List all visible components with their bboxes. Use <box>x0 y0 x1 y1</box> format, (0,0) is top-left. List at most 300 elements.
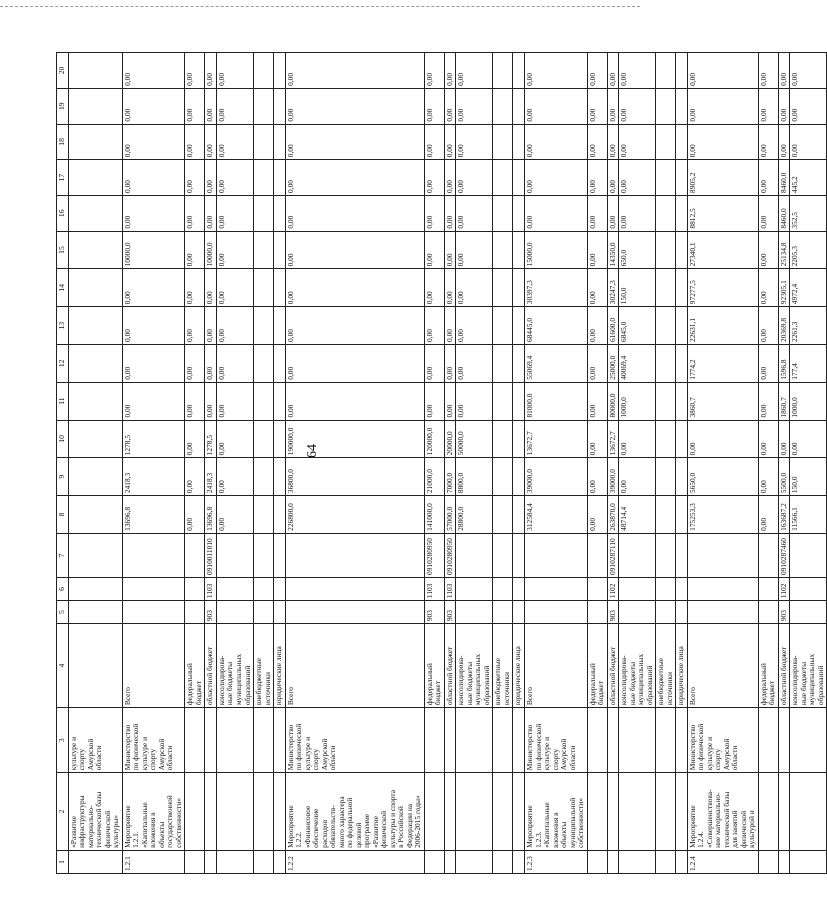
table-cell: 30247,3 <box>607 269 619 307</box>
table-cell <box>524 601 587 624</box>
table-cell: 57000,0 <box>444 496 456 534</box>
table-cell <box>254 458 274 496</box>
table-cell: 0,00 <box>424 124 444 160</box>
table-cell: 0,00 <box>444 382 456 420</box>
table-cell <box>676 307 688 345</box>
table-cell: 0,00 <box>587 496 607 534</box>
table-row <box>687 53 758 874</box>
table-cell <box>122 601 185 624</box>
table-cell: 0,00 <box>205 88 217 124</box>
table-cell <box>676 850 688 873</box>
table-cell <box>619 708 656 773</box>
table-cell: 0,00 <box>424 88 444 124</box>
table-cell: Министерство по физической культуре и спорту Амурской области <box>524 708 587 773</box>
table-cell: 0,00 <box>216 160 253 196</box>
table-cell: 352,5 <box>790 195 827 231</box>
table-cell <box>758 601 778 624</box>
table-cell: 21000,0 <box>424 458 444 496</box>
table-cell: 312584,4 <box>524 496 587 534</box>
table-cell: 0,00 <box>619 420 656 458</box>
table-cell: 1103 <box>424 577 444 600</box>
table-cell: 0,00 <box>444 307 456 345</box>
table-cell <box>676 88 688 124</box>
header-cell: 12 <box>57 344 69 382</box>
header-cell: 11 <box>57 382 69 420</box>
table-cell: 0,00 <box>687 420 758 458</box>
table-cell <box>758 533 778 577</box>
table-cell <box>274 344 286 382</box>
table-row <box>587 53 607 874</box>
table-cell <box>790 850 827 873</box>
table-cell <box>493 231 513 269</box>
table-cell <box>274 53 286 89</box>
table-cell: федеральный бюджет <box>185 624 205 708</box>
table-cell: 0,00 <box>285 53 424 89</box>
table-cell: Всего <box>524 624 587 708</box>
table-cell <box>68 53 122 89</box>
table-cell <box>493 195 513 231</box>
table-cell: 0,00 <box>524 53 587 89</box>
table-cell: 27340,1 <box>687 231 758 269</box>
table-cell <box>656 88 676 124</box>
table-cell <box>285 533 424 577</box>
table-cell: 0,00 <box>122 124 185 160</box>
table-cell <box>68 496 122 534</box>
table-row <box>424 53 444 874</box>
table-cell <box>687 533 758 577</box>
table-cell <box>656 601 676 624</box>
table-cell: 0,00 <box>619 160 656 196</box>
table-cell <box>68 420 122 458</box>
table-cell: 0,00 <box>687 88 758 124</box>
header-cell: 8 <box>57 496 69 534</box>
table-cell <box>285 601 424 624</box>
table-cell: 0,00 <box>607 88 619 124</box>
table-cell <box>456 533 493 577</box>
header-cell: 13 <box>57 307 69 345</box>
table-cell: 1102 <box>778 577 790 600</box>
table-cell: 0,00 <box>216 382 253 420</box>
table-cell: 15000,0 <box>524 231 587 269</box>
table-cell: 0,00 <box>205 382 217 420</box>
table-cell: 0,00 <box>285 382 424 420</box>
table-cell <box>254 231 274 269</box>
table-cell <box>68 269 122 307</box>
table-cell: 0,00 <box>607 195 619 231</box>
table-row <box>758 53 778 874</box>
table-cell <box>216 850 253 873</box>
table-cell: 0,00 <box>524 160 587 196</box>
table-cell: 5650,0 <box>687 458 758 496</box>
table-cell <box>274 195 286 231</box>
table-cell <box>676 195 688 231</box>
table-cell <box>424 773 444 851</box>
table-cell: 0,00 <box>587 88 607 124</box>
table-cell <box>254 124 274 160</box>
table-cell <box>676 496 688 534</box>
table-cell <box>656 344 676 382</box>
table-cell <box>254 773 274 851</box>
table-cell: 0,00 <box>424 231 444 269</box>
table-cell: 0,00 <box>185 458 205 496</box>
table-row <box>122 53 185 874</box>
table-cell: 8800,0 <box>456 458 493 496</box>
table-cell: Мероприятие 1.2.2. «Финансовое обеспечение расходов обязательств- много характера по федеральной целевой программе «Развитие физической культуры и спорта в Российской Федерации на 2006-2015 годы» <box>285 773 424 851</box>
table-cell <box>68 88 122 124</box>
table-cell <box>493 307 513 345</box>
table-cell <box>790 577 827 600</box>
table-cell: консолидирова- ные бюджеты муниципальных образований <box>619 624 656 708</box>
table-cell: 0,00 <box>524 88 587 124</box>
table-cell <box>68 231 122 269</box>
table-cell <box>68 850 122 873</box>
table-cell: 0910287460 <box>778 533 790 577</box>
table-cell: 0,00 <box>185 496 205 534</box>
table-row <box>619 53 656 874</box>
table-cell: 0910011010 <box>205 533 217 577</box>
table-cell: 0,00 <box>285 195 424 231</box>
table-cell: 0,00 <box>790 420 827 458</box>
table-cell <box>676 577 688 600</box>
table-row <box>656 53 676 874</box>
table-cell: 8460,0 <box>778 160 790 196</box>
table-cell: 0,00 <box>790 124 827 160</box>
table-cell: 0,00 <box>607 160 619 196</box>
table-cell <box>68 601 122 624</box>
table-cell: 0,00 <box>424 195 444 231</box>
table-cell: 0,00 <box>619 88 656 124</box>
rotated-table-area <box>56 52 825 874</box>
table-cell <box>656 307 676 345</box>
table-cell <box>513 88 525 124</box>
table-cell <box>216 601 253 624</box>
table-cell: 0,00 <box>185 88 205 124</box>
table-cell <box>607 708 619 773</box>
table-cell <box>513 160 525 196</box>
table-cell: 14350,0 <box>607 231 619 269</box>
table-cell <box>254 382 274 420</box>
table-cell: внебюджетные источники <box>656 624 676 708</box>
table-cell: 81000,0 <box>524 382 587 420</box>
header-cell: 16 <box>57 195 69 231</box>
table-cell <box>587 601 607 624</box>
table-cell <box>274 231 286 269</box>
table-cell <box>205 773 217 851</box>
table-cell: 0,00 <box>758 231 778 269</box>
table-cell: 2205,3 <box>790 231 827 269</box>
table-cell <box>758 850 778 873</box>
table-cell: Мероприятие 1.2.4. «Совершенствова- ние материально- технической базы для занятий физической культурой и <box>687 773 758 851</box>
table-cell: «Развитие инфраструктуры материально- технической базы физической культуры» <box>68 773 122 851</box>
table-row <box>285 53 424 874</box>
table-cell: 120000,0 <box>424 420 444 458</box>
table-cell: 0,00 <box>216 307 253 345</box>
table-cell: 0,00 <box>216 344 253 382</box>
table-cell <box>254 160 274 196</box>
table-cell: 903 <box>424 601 444 624</box>
table-cell: 0,00 <box>216 496 253 534</box>
table-cell: 903 <box>205 601 217 624</box>
table-cell <box>274 420 286 458</box>
header-cell: 18 <box>57 124 69 160</box>
table-cell <box>619 533 656 577</box>
table-cell <box>493 496 513 534</box>
table-cell: 0,00 <box>424 53 444 89</box>
table-cell <box>493 160 513 196</box>
table-cell <box>254 307 274 345</box>
table-cell: 0,00 <box>205 344 217 382</box>
table-cell <box>778 850 790 873</box>
table-cell <box>216 577 253 600</box>
table-row <box>607 53 619 874</box>
table-cell: 0,00 <box>216 53 253 89</box>
table-cell: 0,00 <box>122 269 185 307</box>
table-cell <box>656 533 676 577</box>
table-cell: 0,00 <box>216 195 253 231</box>
table-cell <box>656 708 676 773</box>
table-cell: 1596,8 <box>778 344 790 382</box>
table-cell: 20369,8 <box>778 307 790 345</box>
table-cell: 55069,4 <box>524 344 587 382</box>
table-cell <box>493 458 513 496</box>
header-cell: 7 <box>57 533 69 577</box>
table-cell <box>676 420 688 458</box>
table-cell <box>656 458 676 496</box>
table-cell: 97277,5 <box>687 269 758 307</box>
table-row <box>68 53 122 874</box>
table-cell: 0,00 <box>216 420 253 458</box>
table-cell: 0,00 <box>122 195 185 231</box>
header-cell: 2 <box>57 773 69 851</box>
table-cell <box>205 850 217 873</box>
table-cell: 0,00 <box>587 382 607 420</box>
table-cell <box>656 420 676 458</box>
table-cell <box>185 577 205 600</box>
table-cell <box>758 773 778 851</box>
table-cell <box>758 577 778 600</box>
table-cell: 0,00 <box>758 160 778 196</box>
table-cell: 0,00 <box>424 269 444 307</box>
table-cell <box>493 577 513 600</box>
header-cell: 15 <box>57 231 69 269</box>
table-cell <box>274 458 286 496</box>
header-row <box>57 53 69 874</box>
table-cell <box>456 850 493 873</box>
table-cell <box>513 124 525 160</box>
table-row <box>778 53 790 874</box>
table-cell: консолидирова- ные бюджеты муниципальных образований <box>216 624 253 708</box>
table-cell: 0,00 <box>758 496 778 534</box>
table-cell <box>513 231 525 269</box>
table-cell <box>216 708 253 773</box>
table-cell: 226800,0 <box>285 496 424 534</box>
table-cell: 0,00 <box>587 269 607 307</box>
table-cell <box>656 231 676 269</box>
table-cell: 61600,0 <box>607 307 619 345</box>
table-cell <box>656 124 676 160</box>
table-cell <box>676 533 688 577</box>
table-cell: 0,00 <box>456 124 493 160</box>
table-cell: 0,00 <box>205 307 217 345</box>
table-cell <box>185 601 205 624</box>
table-cell <box>68 382 122 420</box>
table-cell: 0,00 <box>758 420 778 458</box>
table-cell: 36800,0 <box>285 458 424 496</box>
table-cell <box>790 533 827 577</box>
table-cell: 0,00 <box>122 307 185 345</box>
table-cell: 0,00 <box>285 160 424 196</box>
table-cell: 0,00 <box>524 195 587 231</box>
table-cell: 68445,0 <box>524 307 587 345</box>
table-cell <box>513 496 525 534</box>
table-cell <box>513 382 525 420</box>
table-cell <box>456 577 493 600</box>
table-cell: 0,00 <box>456 231 493 269</box>
table-cell <box>68 307 122 345</box>
table-cell <box>656 577 676 600</box>
table-cell: 1.2.2 <box>285 850 424 873</box>
table-cell: 0,00 <box>456 344 493 382</box>
table-cell: 0,00 <box>444 53 456 89</box>
table-cell: Министерство по физической культуре и спорту Амурской области <box>687 708 758 773</box>
table-cell: 190000,0 <box>285 420 424 458</box>
table-row <box>493 53 513 874</box>
table-cell: 0,00 <box>205 160 217 196</box>
table-cell: 0,00 <box>790 53 827 89</box>
table-cell: 13672,7 <box>607 420 619 458</box>
table-cell: 141000,0 <box>424 496 444 534</box>
table-cell: областной бюджет <box>205 624 217 708</box>
table-cell <box>513 195 525 231</box>
table-cell <box>68 160 122 196</box>
table-cell <box>676 344 688 382</box>
table-cell: Всего <box>285 624 424 708</box>
table-cell: юридические лица <box>274 624 286 708</box>
table-cell <box>68 577 122 600</box>
table-cell: юридические лица <box>676 624 688 708</box>
table-cell: 0,00 <box>456 88 493 124</box>
table-cell: Мероприятие 1.2.1. «Капитальные вложения в объекты государственной собственности» <box>122 773 185 851</box>
table-cell: 0,00 <box>587 307 607 345</box>
table-cell <box>456 773 493 851</box>
table-cell <box>274 88 286 124</box>
table-cell <box>513 533 525 577</box>
table-cell: 0,00 <box>758 269 778 307</box>
table-cell: 3860,7 <box>687 382 758 420</box>
table-cell: 650,0 <box>619 231 656 269</box>
table-cell: 0,00 <box>456 307 493 345</box>
table-row <box>456 53 493 874</box>
table-cell <box>254 88 274 124</box>
table-cell <box>274 124 286 160</box>
table-cell: 0,00 <box>587 195 607 231</box>
table-cell <box>493 382 513 420</box>
table-cell: 8905,2 <box>687 160 758 196</box>
table-cell <box>274 850 286 873</box>
table-cell <box>676 382 688 420</box>
table-cell <box>687 601 758 624</box>
table-cell: 80000,0 <box>607 382 619 420</box>
table-cell <box>587 850 607 873</box>
table-cell <box>254 533 274 577</box>
table-cell: 0,00 <box>424 307 444 345</box>
table-cell: консолидирова- ные бюджеты муниципальных образований <box>790 624 827 708</box>
table-cell <box>513 420 525 458</box>
table-cell: Всего <box>122 624 185 708</box>
table-cell: 0,00 <box>185 382 205 420</box>
table-cell: 0,00 <box>687 53 758 89</box>
table-cell <box>676 160 688 196</box>
table-cell <box>122 577 185 600</box>
table-cell: 0,00 <box>619 458 656 496</box>
table-cell <box>513 458 525 496</box>
header-cell: 1 <box>57 850 69 873</box>
table-cell <box>254 195 274 231</box>
table-cell <box>185 708 205 773</box>
table-cell: федеральный бюджет <box>587 624 607 708</box>
table-cell <box>493 601 513 624</box>
table-cell: 0,00 <box>444 195 456 231</box>
table-cell: 39000,0 <box>524 458 587 496</box>
table-cell: 0,00 <box>758 195 778 231</box>
table-cell <box>656 160 676 196</box>
table-cell: 0,00 <box>444 231 456 269</box>
table-cell: 1103 <box>205 577 217 600</box>
table-cell: 0,00 <box>216 231 253 269</box>
table-cell <box>790 708 827 773</box>
table-cell <box>444 773 456 851</box>
table-cell: 40069,4 <box>619 344 656 382</box>
table-cell <box>656 773 676 851</box>
header-cell: 14 <box>57 269 69 307</box>
table-cell: 0,00 <box>205 269 217 307</box>
table-row <box>185 53 205 874</box>
table-cell <box>493 420 513 458</box>
table-cell: 0,00 <box>122 88 185 124</box>
table-cell <box>656 496 676 534</box>
table-cell: 0,00 <box>285 269 424 307</box>
header-cell: 19 <box>57 88 69 124</box>
table-cell <box>676 773 688 851</box>
table-cell: 13672,7 <box>524 420 587 458</box>
table-cell: 28800,0 <box>456 496 493 534</box>
table-cell: 13696,8 <box>205 496 217 534</box>
table-cell <box>185 533 205 577</box>
header-cell: 20 <box>57 53 69 89</box>
table-cell <box>456 708 493 773</box>
table-cell: Мероприятие 1.2.3. «Капитальные вложения в объекты муниципальной собственности» <box>524 773 587 851</box>
table-cell: 39000,0 <box>607 458 619 496</box>
table-cell: 0,00 <box>185 124 205 160</box>
table-cell: 0,00 <box>790 88 827 124</box>
table-cell: 0,00 <box>456 53 493 89</box>
table-cell: 6845,0 <box>619 307 656 345</box>
table-cell <box>676 269 688 307</box>
table-cell <box>254 708 274 773</box>
table-cell <box>656 382 676 420</box>
table-cell: 0,00 <box>424 160 444 196</box>
table-cell: 0,00 <box>122 344 185 382</box>
table-cell <box>493 773 513 851</box>
table-cell <box>185 850 205 873</box>
table-cell <box>68 195 122 231</box>
table-cell <box>254 601 274 624</box>
table-cell: 11566,1 <box>790 496 827 534</box>
header-cell: 3 <box>57 708 69 773</box>
table-cell: 0,00 <box>456 160 493 196</box>
table-cell <box>513 53 525 89</box>
table-cell <box>254 496 274 534</box>
